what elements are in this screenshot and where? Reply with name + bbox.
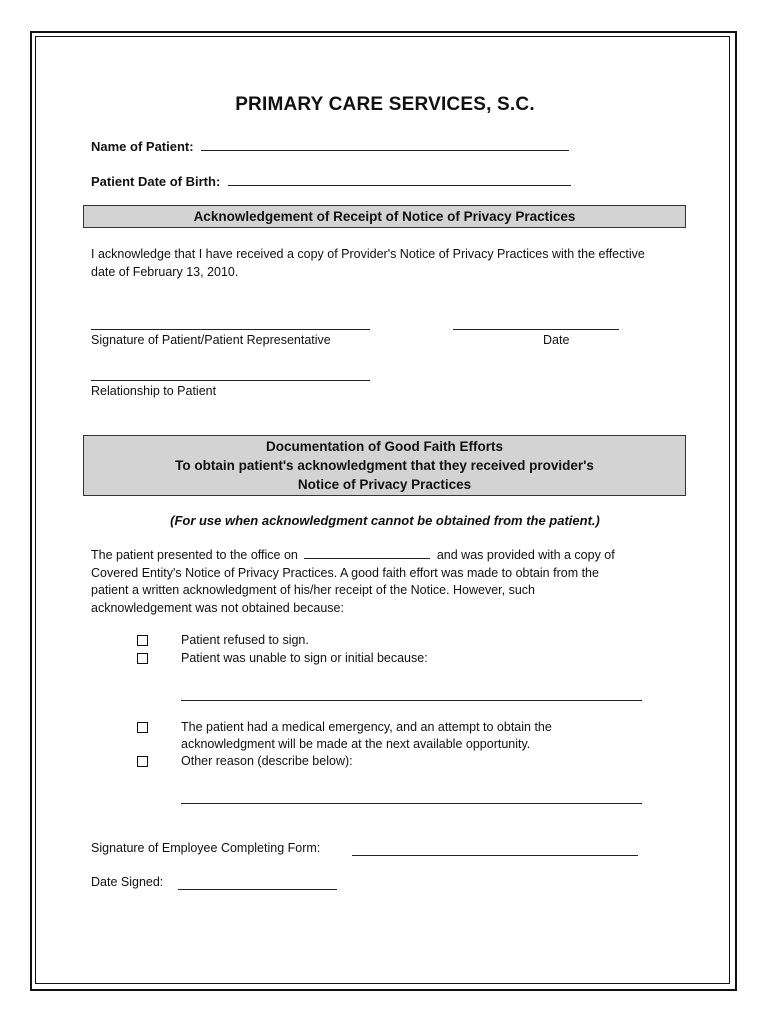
section-acknowledgement-heading: Acknowledgement of Receipt of Notice of Privacy Practices xyxy=(83,205,686,228)
usage-note: (For use when acknowledgment cannot be obtained from the patient.) xyxy=(170,513,600,528)
patient-signature-label: Signature of Patient/Patient Representative xyxy=(91,333,331,347)
relationship-label: Relationship to Patient xyxy=(91,384,217,398)
good-faith-paragraph xyxy=(91,547,666,617)
other-reason-checkbox[interactable] xyxy=(137,756,148,767)
refused-checkbox[interactable] xyxy=(137,635,148,646)
unable-reason-line[interactable] xyxy=(181,700,642,701)
good-faith-heading-line1: Documentation of Good Faith Efforts xyxy=(266,439,503,454)
unable-checkbox[interactable] xyxy=(137,653,148,664)
section-good-faith-heading xyxy=(83,435,686,496)
date-signed-line[interactable] xyxy=(178,889,337,890)
office-visit-text: The patient presented to the office on xyxy=(91,548,298,562)
refused-option-label: Patient refused to sign. xyxy=(181,633,309,647)
employee-signature-line[interactable] xyxy=(352,855,638,856)
patient-name-label: Name of Patient: xyxy=(91,139,194,154)
patient-signature-line[interactable] xyxy=(91,329,370,330)
patient-dob-label: Patient Date of Birth: xyxy=(91,174,221,189)
employee-signature-label: Signature of Employee Completing Form: xyxy=(91,841,321,855)
paragraph-line-3: patient a written acknowledgment of his/her receipt of the Notice. However, such xyxy=(91,583,535,597)
paragraph-line-2: Covered Entity's Notice of Privacy Practices. A good faith effort was made to obtain from the xyxy=(91,565,599,580)
unable-option-label: Patient was unable to sign or initial because: xyxy=(181,651,428,665)
date-signed-label: Date Signed: xyxy=(91,875,164,889)
paragraph-line-4: acknowledgement was not obtained because: xyxy=(91,600,344,615)
paragraph-line-1 xyxy=(91,547,666,565)
patient-dob-field[interactable] xyxy=(228,173,571,186)
emergency-checkbox[interactable] xyxy=(137,722,148,733)
good-faith-heading-line3: Notice of Privacy Practices xyxy=(297,477,472,492)
patient-name-row xyxy=(91,138,569,154)
form-title: PRIMARY CARE SERVICES, S.C. xyxy=(235,94,535,115)
emergency-option-line1: The patient had a medical emergency, and an attempt to obtain the xyxy=(181,720,552,734)
signature-date-label: Date xyxy=(543,333,570,347)
patient-name-field[interactable] xyxy=(201,138,569,151)
patient-dob-row xyxy=(91,173,571,189)
signature-date-line[interactable] xyxy=(453,329,619,330)
good-faith-heading-line2: To obtain patient's acknowledgment that they received provider's xyxy=(175,458,594,473)
emergency-option-label xyxy=(181,719,552,753)
provided-copy-text: and was provided with a copy of xyxy=(436,548,615,562)
other-reason-label: Other reason (describe below): xyxy=(181,754,353,768)
relationship-line[interactable] xyxy=(91,380,370,381)
other-reason-line[interactable] xyxy=(181,803,642,804)
acknowledgement-paragraph: I acknowledge that I have received a copy of Provider's Notice of Privacy Practices with the effective date of February 13, 2010. xyxy=(91,247,645,279)
office-visit-date-field[interactable] xyxy=(304,547,430,559)
emergency-option-line2: acknowledgment will be made at the next available opportunity. xyxy=(181,737,531,751)
